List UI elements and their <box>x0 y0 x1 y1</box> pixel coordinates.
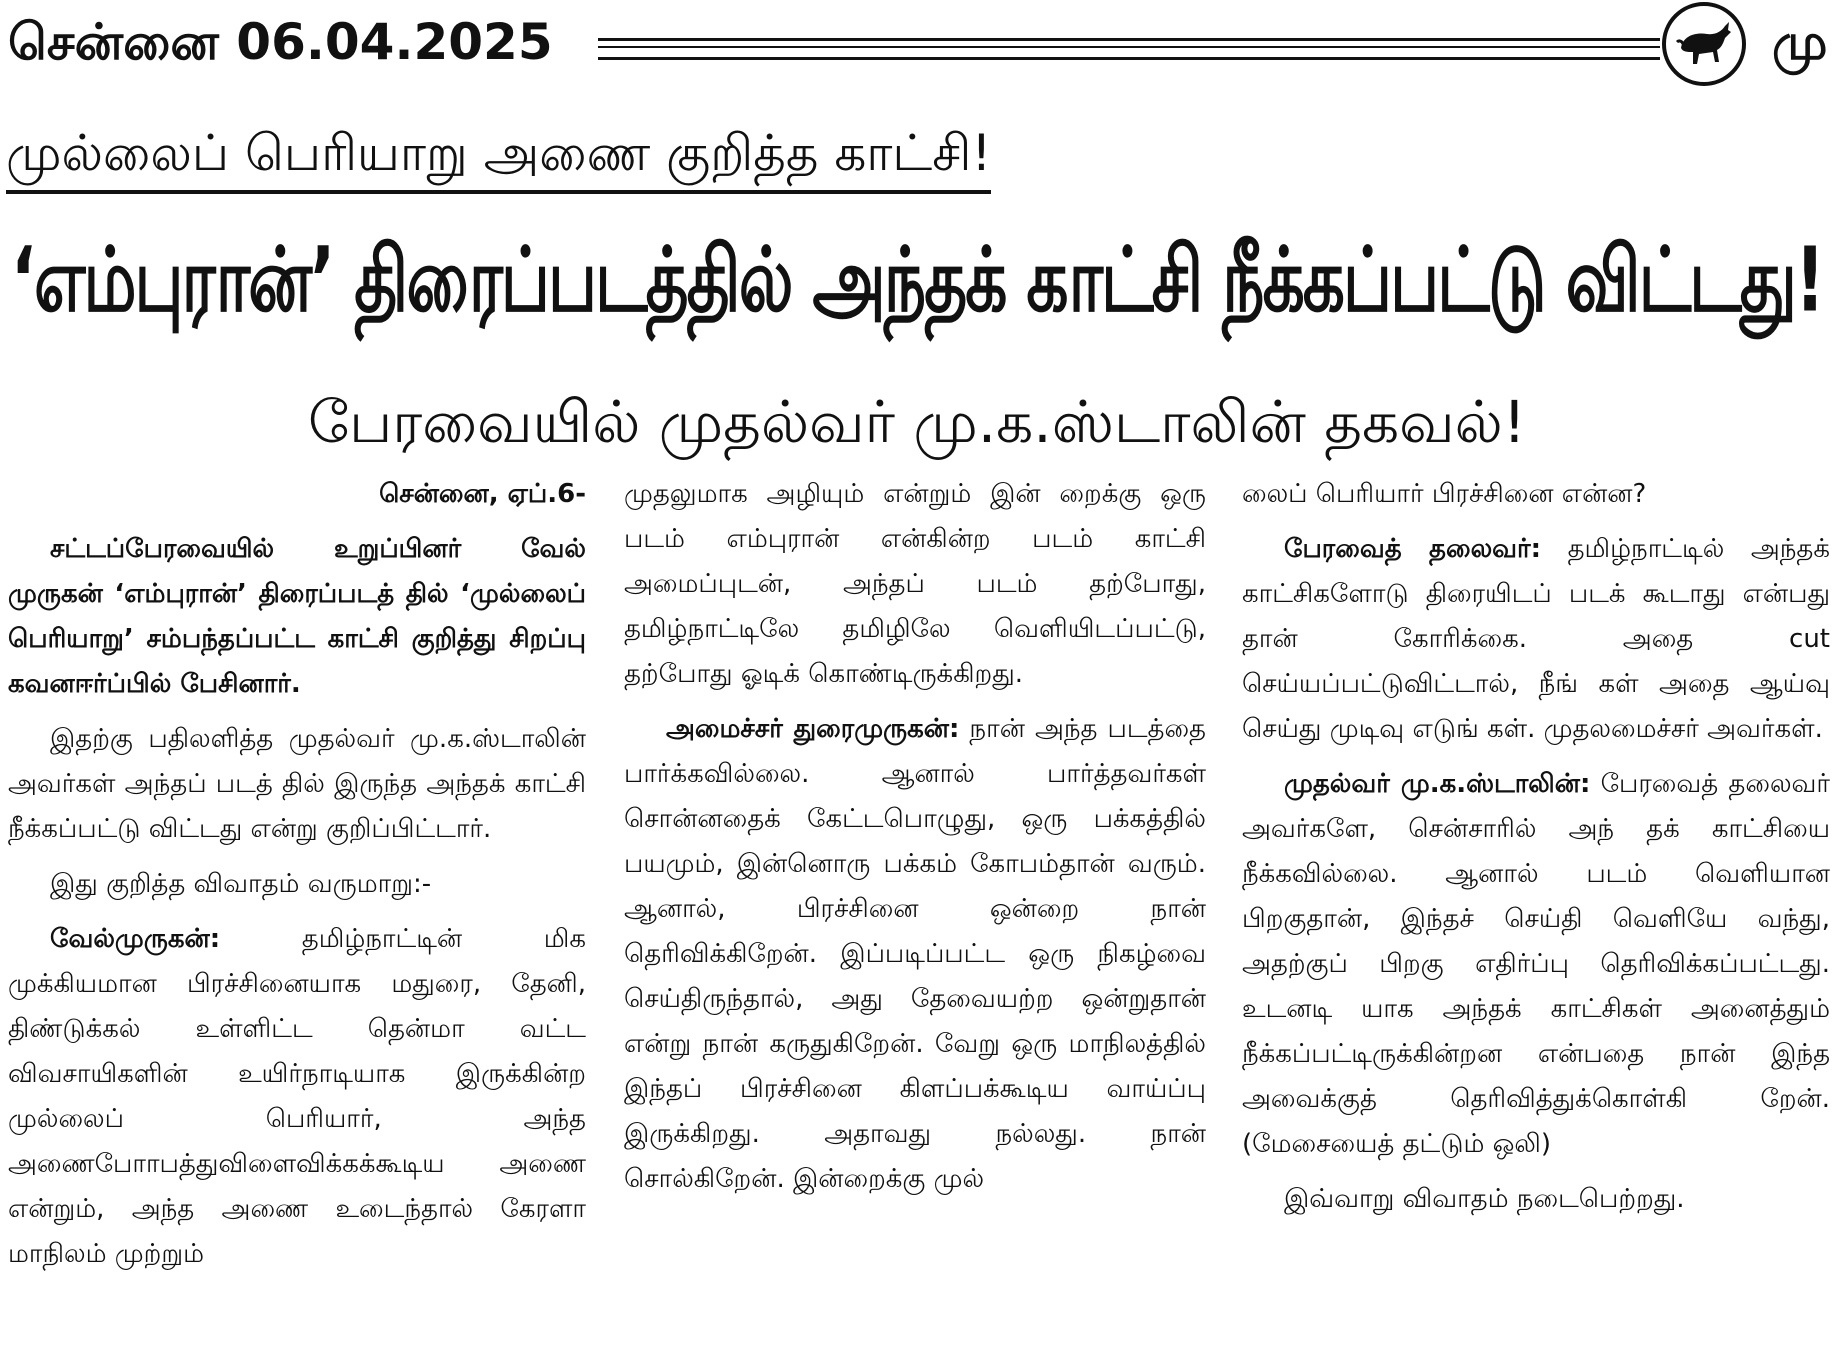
kicker: முல்லைப் பெரியாறு அணை குறித்த காட்சி! <box>6 118 991 194</box>
speech-text: நான் அந்த படத்தை பார்க்கவில்லை. ஆனால் பார்த்தவர்கள் சொன்னதைக் கேட்டபொழுது, ஒரு பக்கத்தில் பயமும், இன்னொரு பக்கம் கோபம்தான் வரும். ஆனால், பிரச்சினை ஒன்றை நான் தெரிவிக்கிறேன். இப்படிப்பட்ட ஒரு நிகழ்வை செய்திருந்தால், அது தேவையற்ற ஒன்றுதான் என்று நான் கருதுகிறேன். வேறு ஒரு மாநிலத்தில் இந்தப் பிரச்சினை கிளப்பக்கூடிய வாய்ப்பு இருக்கிறது. அதாவது நல்லது. நான் சொல்கிறேன். இன்றைக்கு முல் <box>624 714 1206 1194</box>
paragraph: முதலுமாக அழியும் என்றும் இன் றைக்கு ஒரு படம் எம்புரான் என்கின்ற படம் காட்சி அமைப்புடன், அந்தப் படம் தற்போது, தமிழ்நாட்டிலே தமிழிலே வெளியிடப்பட்டு, தற்போது ஓடிக் கொண்டிருக்கிறது. <box>624 479 1206 689</box>
paragraph <box>8 917 586 1277</box>
paragraph: இவ்வாறு விவாதம் நடைபெற்றது. <box>1284 1184 1685 1214</box>
paragraph: இது குறித்த விவாதம் வருமாறு:- <box>50 869 432 899</box>
speaker-label: அமைச்சர் துரைமுருகன்: <box>666 714 960 744</box>
paragraph <box>624 707 1206 1202</box>
masthead-dateline: சென்னை 06.04.2025 <box>8 13 553 71</box>
article-column-1 <box>8 472 586 1362</box>
speech-text: தமிழ்நாட்டில் அந்தக் காட்சிகளோடு திரையிடப் படக் கூடாது என்பது தான் கோரிக்கை. அதை cut செய்யப்பட்டுவிட்டால், நீங் கள் அதை ஆய்வு செய்து முடிவு எடுங் கள். முதலமைச்சர் அவர்கள். <box>1242 534 1830 744</box>
paragraph: லைப் பெரியார் பிரச்சினை என்ன? <box>1242 479 1647 509</box>
speaker-label: முதல்வர் மு.க.ஸ்டாலின்: <box>1284 769 1591 799</box>
speech-text: பேரவைத் தலைவர் அவர்களே, சென்சாரில் அந் தக் காட்சியை நீக்கவில்லை. ஆனால் படம் வெளியான பிறகுதான், இந்தச் செய்தி வெளியே வந்து, அதற்குப் பிறகு எதிர்ப்பு தெரிவிக்கப்பட்டது. உடனடி யாக அந்தக் காட்சிகள் அனைத்தும் நீக்கப்பட்டிருக்கின்றன என்பதை நான் இந்த அவைக்குத் தெரிவித்துக்கொள்கி றேன். (மேசையைத் தட்டும் ஒலி) <box>1242 769 1830 1159</box>
article-dateline: சென்னை, ஏப்.6- <box>379 479 586 509</box>
article-column-3 <box>1242 472 1830 1362</box>
paragraph <box>1242 762 1830 1167</box>
article-column-2 <box>624 472 1206 1362</box>
masthead-title-fragment: மு <box>1772 13 1828 71</box>
paragraph: இதற்கு பதிலளித்த முதல்வர் மு.க.ஸ்டாலின் அவர்கள் அந்தப் படத் தில் இருந்த அந்தக் காட்சி நீக்கப்பட்டு விட்டது என்று குறிப்பிட்டார். <box>8 724 586 844</box>
masthead <box>0 0 1834 95</box>
speech-text: தமிழ்நாட்டின் மிக முக்கியமான பிரச்சினையாக மதுரை, தேனி, திண்டுக்கல் உள்ளிட்ட தென்மா வட்ட விவசாயிகளின் உயிர்நாடியாக இருக்கின்ற முல்லைப் பெரியார், அந்த அணைபோாபத்துவிளைவிக்கக்கூடிய அணை என்றும், அந்த அணை உடைந்தால் கேரளா மாநிலம் முற்றும் <box>8 924 586 1269</box>
speaker-label: வேல்முருகன்: <box>50 924 221 954</box>
subheadline: பேரவையில் முதல்வர் மு.க.ஸ்டாலின் தகவல்! <box>307 388 1527 456</box>
headline: ‘எம்புரான்’ திரைப்படத்தில் அந்தக் காட்சி நீக்கப்பட்டு விட்டது! <box>10 228 1824 333</box>
bull-icon <box>1673 18 1735 70</box>
speaker-label: பேரவைத் தலைவர்: <box>1284 534 1542 564</box>
masthead-rule <box>598 38 1660 60</box>
paragraph <box>1242 527 1830 752</box>
article-lead: சட்டப்பேரவையில் உறுப்பினர் வேல் முருகன் ‘எம்புரான்’ திரைப்படத் தில் ‘முல்லைப் பெரியாறு’ சம்பந்தப்பட்ட காட்சி குறித்து சிறப்பு கவனஈர்ப்பில் பேசினார். <box>8 534 586 699</box>
bull-logo-icon <box>1662 2 1746 86</box>
